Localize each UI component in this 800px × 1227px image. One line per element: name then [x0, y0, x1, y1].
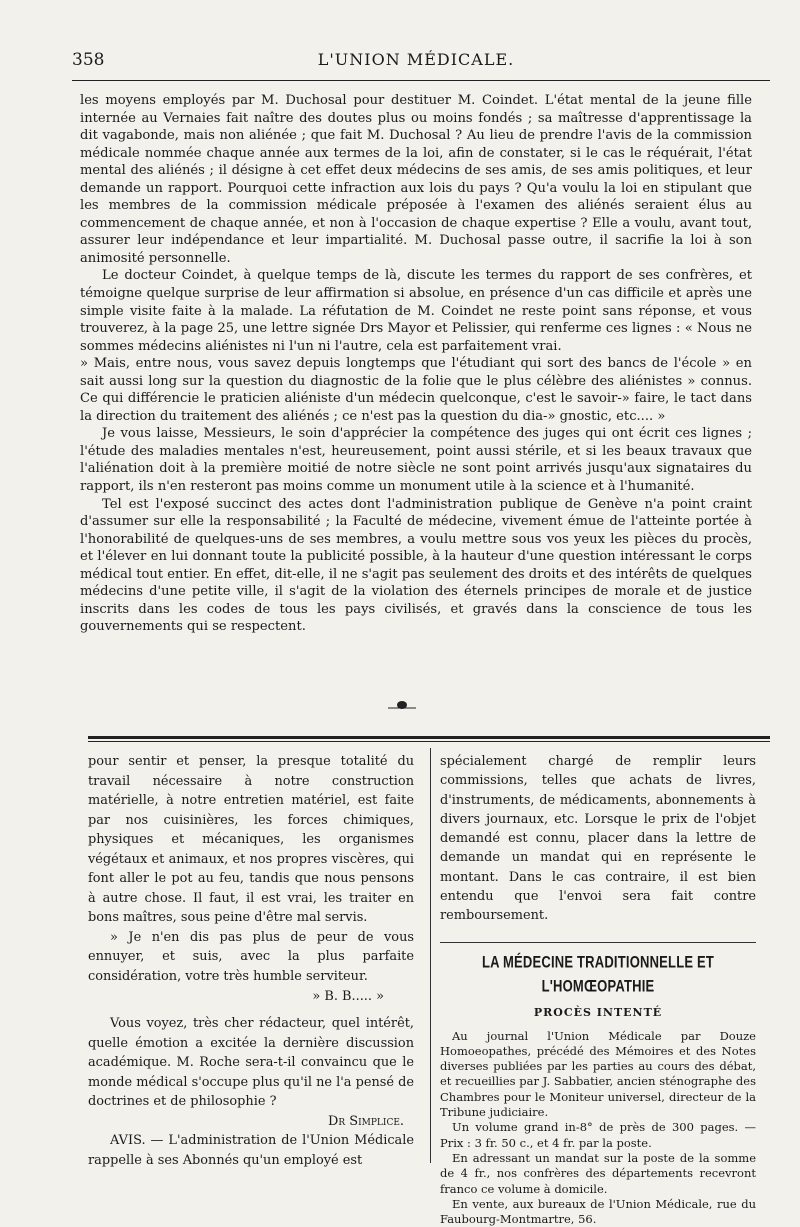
- ad-paragraph: En adressant un mandat sur la poste de la somme de 4 fr., nos confrères des départements recevront franco ce volume à domicile.: [440, 1150, 756, 1196]
- header-rule: [72, 80, 770, 81]
- paragraph: les moyens employés par M. Duchosal pour destituer M. Coindet. L'état mental de la jeune fille internée au Vernaies fait naître des doutes plus ou moins fondés ; sa maîtresse d'apprentissage la dit vagabonde, mais non aliénée ; que fait M. Duchosal ? Au lieu de prendre l'avis de la commission médicale nommée chaque année aux termes de la loi, afin de constater, si le cas le réquérait, l'état mental des aliénés ; il désigne à cet effet deux médecins de ses amis, de ses amis politiques, et leur demande un rapport. Pourquoi cette infraction aux lois du pays ? Qu'a voulu la loi en stipulant que les membres de la commission médicale préposée à l'examen des aliénés seraient élus au commencement de chaque année, et non à l'occasion de chaque expertise ? Elle a voulu, avant tout, assurer leur indépendance et leur impartialité. M. Duchosal passe outre, il sacrifie la loi à son animosité personnelle.: [80, 93, 752, 266]
- quoted-paragraph: » Mais, entre nous, vous savez depuis longtemps que l'étudiant qui sort des bancs de l'école » en sait aussi long sur la question du diagnostic de la folie que le plus célèbre des aliénistes » connus. Ce qui différencie le praticien aliéniste d'un médecin quelconque, c'est le savoir-» faire, le tact dans la direction du traitement des aliénés ; ce n'est pas la question du dia-» gnostic, etc.... »: [80, 356, 752, 424]
- signature: Dr Simplice.: [328, 1113, 404, 1129]
- ad-paragraph: Au journal l'Union Médicale par Douze Homoeopathes, précédé des Mémoires et des Notes diverses publiées par les parties au cours des débat, et recueillies par J. Sabbatier, ancien sténographe des Chambres pour le Moniteur universel, directeur de la Tribune judiciaire.: [440, 1028, 756, 1120]
- paragraph: Tel est l'exposé succinct des actes dont l'administration publique de Genève n'a point craint d'assumer sur elle la responsabilité ; la Faculté de médecine, vivement émue de l'atteinte portée à l'honorabilité de quelques-uns de ses membres, a voulu mettre sous vos yeux les pièces du procès, et l'élever en lui donnant toute la publicité possible, à la hauteur d'une question intéressant le corps médical tout entier. En effet, dit-elle, il ne s'agit pas seulement des droits et des intérêts de quelques médecins d'une petite ville, il s'agit de la violation des éternels principes de morale et de justice inscrits dans les codes de tous les pays civilisés, et gravés dans la conscience de tous les gouvernements qui se respectent.: [80, 496, 752, 635]
- advertisement: [440, 1029, 756, 1227]
- paragraph: Le docteur Coindet, à quelque temps de là, discute les termes du rapport de ses confrères, et témoigne quelque surprise de leur affirmation si absolue, en présence d'un cas difficile et après une simple visite faite à la malade. La réfutation de M. Coindet ne reste point sans réponse, et vous trouverez, à la page 25, une lettre signée Drs Mayor et Pelissier, qui renferme ces lignes : « Nous ne sommes médecins aliénistes ni l'un ni l'autre, cela est parfaitement vrai.: [80, 268, 752, 354]
- notice-paragraph: AVIS. — L'administration de l'Union Médicale rappelle à ses Abonnés qu'un employé est: [88, 1133, 414, 1168]
- paragraph: Vous voyez, très cher rédacteur, quel intérêt, quelle émotion a excitée la dernière discussion académique. M. Roche sera-t-il convaincu que le monde médical s'occupe plus qu'il ne l'a pensé de doctrines et de philosophie ?: [88, 1016, 414, 1110]
- page-number: 358: [72, 50, 105, 70]
- section-divider: [440, 942, 756, 943]
- section-rule-thin: [88, 741, 770, 742]
- ornament-icon: [388, 700, 416, 710]
- section-title: LA MÉDECINE TRADITIONNELLE ET L'HOMŒOPATHIE: [481, 952, 715, 996]
- paragraph: spécialement chargé de remplir leurs commissions, telles que achats de livres, d'instruments, de médicaments, abonnements à divers journaux, etc. Lorsque le prix de l'objet demandé est connu, placer dans la lettre de demande un mandat qui en représente le montant. Dans le cas contraire, il est bien entendu que l'envoi sera fait contre remboursement.: [440, 754, 756, 924]
- right-column: [440, 752, 756, 1227]
- main-text: [80, 92, 752, 636]
- paragraph: » Je n'en dis pas plus de peur de vous ennuyer, et suis, avec la plus parfaite considération, votre très humble serviteur.: [88, 929, 414, 985]
- left-column: [88, 752, 414, 1170]
- section-subtitle: PROCÈS INTENTÉ: [533, 1006, 663, 1020]
- running-title: L'UNION MÉDICALE.: [317, 50, 515, 69]
- paragraph: pour sentir et penser, la presque totalité du travail nécessaire à notre construction matérielle, à notre entretien matériel, est faite par nos cuisinières, les forces chimiques, physiques et mécaniques, les organismes végétaux et animaux, et nos propres viscères, qui font aller le pot au feu, tandis que nous pensons à autre chose. Il faut, il est vrai, les traiter en bons maîtres, sous peine d'être mal servis.: [88, 754, 414, 926]
- ad-paragraph: En vente, aux bureaux de l'Union Médicale, rue du Faubourg-Montmartre, 56.: [440, 1196, 756, 1227]
- ad-paragraph: Un volume grand in-8° de près de 300 pages. — Prix : 3 fr. 50 c., et 4 fr. par la poste.: [440, 1120, 756, 1150]
- page-header: [72, 50, 760, 78]
- signature: » B. B..... »: [312, 988, 384, 1004]
- paragraph: Je vous laisse, Messieurs, le soin d'apprécier la compétence des juges qui ont écrit ces lignes ; l'étude des maladies mentales n'est, heureusement, point aussi stérile, et si les beaux travaux que l'aliénation doit à la première moitié de notre siècle ne sont point arrivés jusqu'aux signataires du rapport, ils n'en resteront pas moins comme un monument utile à la science et à l'humanité.: [80, 426, 752, 495]
- section-rule-thick: [88, 736, 770, 739]
- column-separator: [430, 748, 431, 1163]
